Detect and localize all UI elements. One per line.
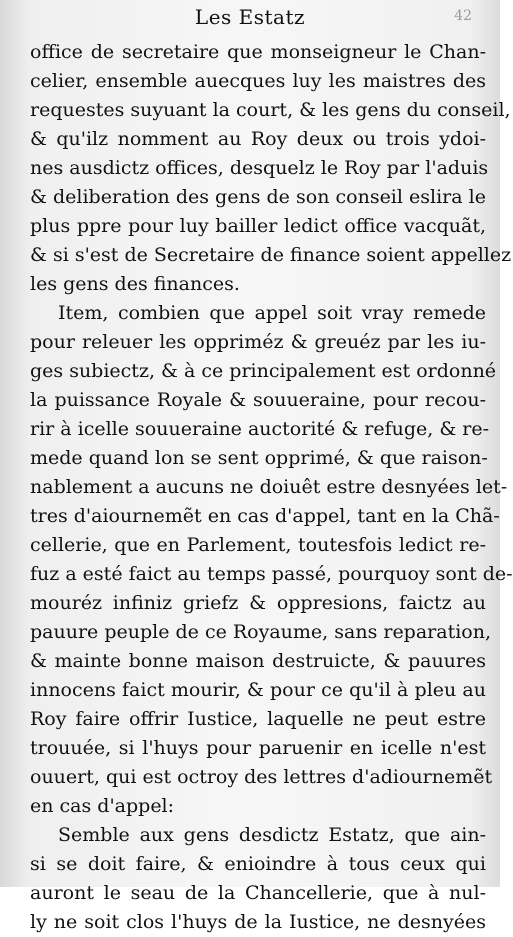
text-line: office de secretaire que monseigneur le Chan- [30,41,486,63]
text-line: la puissance Royale & souueraine, pour recou- [30,389,486,411]
text-line: cellerie, que en Parlement, toutesfois ledict re- [30,534,486,556]
text-line: requestes suyuant la court, & les gens du conseil, [30,99,511,121]
text-line: & qu'ilz nomment au Roy deux ou trois ydoi- [30,128,486,150]
text-line: ouuert, qui est octroy des lettres d'adiournemẽt [30,766,493,788]
text-line: ly ne soit clos l'huys de la Iustice, ne desnyées [30,911,486,933]
text-body [30,38,513,937]
text-line: ges subiectz, & à ce principalement est ordonné [30,360,497,382]
text-line: & mainte bonne maison destruicte, & pauures [30,650,486,672]
text-line: plus ppre pour luy bailler ledict office vacquãt, [30,215,486,237]
text-line: trouuée, si l'huys pour paruenir en icelle n'est [30,737,486,759]
text-line: mede quand lon se sent opprimé, & que raison- [30,447,488,469]
text-line: si se doit faire, & enioindre à tous ceux qui [30,853,486,875]
text-line: Roy faire offrir Iustice, laquelle ne peut estre [30,708,486,730]
text-line: pour releuer les oppriméz & greuéz par les iu- [30,331,486,353]
text-line: auront le seau de la Chancellerie, que à nul- [30,882,486,904]
text-line: Semble aux gens desdictz Estatz, que ain- [58,824,486,846]
text-line: mouréz infiniz griefz & oppresions, faictz au [30,592,486,614]
text-line: nablement a aucuns ne doiuêt estre desnyées let- [30,476,508,498]
text-line: & si s'est de Secretaire de finance soient appellez [30,244,512,266]
text-line: pauure peuple de ce Royaume, sans reparation, [30,621,492,643]
text-line: les gens des finances. [30,273,240,295]
folio-number: 42 [454,8,472,24]
running-head: Les Estatz [194,5,306,29]
text-line: Item, combien que appel soit vray remede [58,302,486,324]
page-header [0,5,500,29]
text-line: rir à icelle souueraine auctorité & refuge, & re- [30,418,490,440]
text-line: nes ausdictz offices, desquelz le Roy par l'aduis [30,157,489,179]
text-line: tres d'aiournemẽt en cas d'appel, tant en la Chã- [30,505,500,527]
text-line: & deliberation des gens de son conseil eslira le [30,186,486,208]
text-line: fuz a esté faict au temps passé, pourquoy sont de- [30,563,513,585]
text-line: en cas d'appel: [30,795,175,817]
text-line: innocens faict mourir, & pour ce qu'il à pleu au [30,679,486,701]
text-line: celier, ensemble auecques luy les maistres des [30,70,486,92]
